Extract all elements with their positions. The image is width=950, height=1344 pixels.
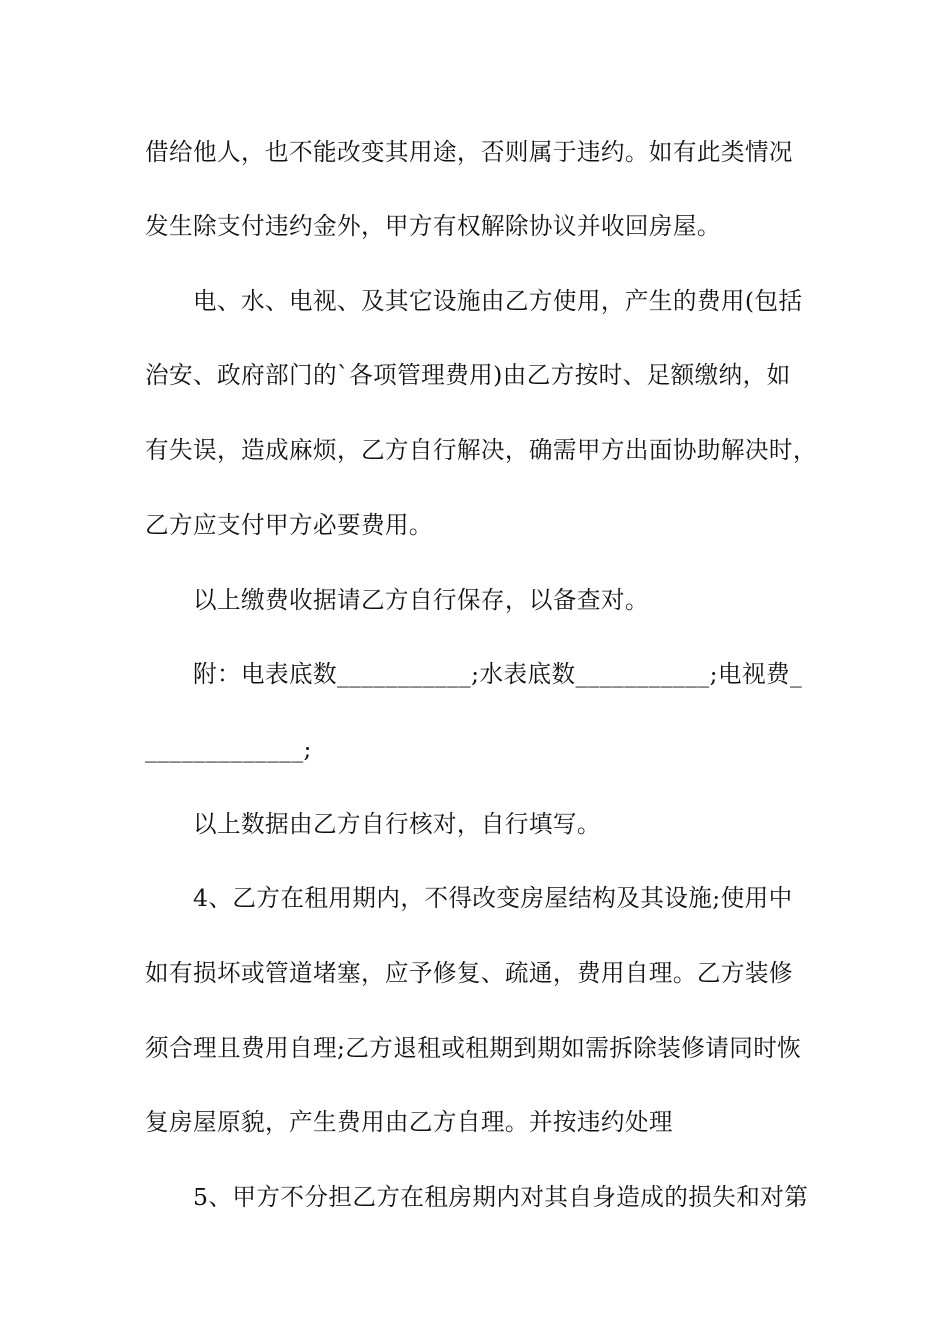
text-line: 乙方应支付甲方必要费用。 (145, 511, 433, 539)
text-line: 治安、政府部门的`各项管理费用)由乙方按时、足额缴纳，如 (145, 361, 791, 389)
paragraph-start-line: 以上数据由乙方自行核对，自行填写。 (193, 810, 601, 838)
text-line: 发生除支付违约金外，甲方有权解除协议并收回房屋。 (145, 212, 721, 240)
text-line: 借给他人，也不能改变其用途，否则属于违约。如有此类情况 (145, 138, 793, 166)
text-line: 有失误，造成麻烦，乙方自行解决，确需甲方出面协助解决时， (145, 436, 817, 464)
meter-readings-continuation: _____________; (145, 735, 312, 763)
text-line: 如有损坏或管道堵塞，应予修复、疏通，费用自理。乙方装修 (145, 959, 793, 987)
clause-4-start: 4、乙方在租用期内，不得改变房屋结构及其设施;使用中 (193, 884, 793, 912)
clause-5-start: 5、甲方不分担乙方在租房期内对其自身造成的损失和对第 (193, 1183, 809, 1211)
text-line: 须合理且费用自理;乙方退租或租期到期如需拆除装修请同时恢 (145, 1034, 802, 1062)
paragraph-start-line: 以上缴费收据请乙方自行保存，以备查对。 (193, 586, 649, 614)
meter-readings-line: 附：电表底数___________;水表底数___________;电视费_ (193, 660, 803, 688)
text-line: 复房屋原貌，产生费用由乙方自理。并按违约处理 (145, 1108, 673, 1136)
paragraph-start-line: 电、水、电视、及其它设施由乙方使用，产生的费用(包括 (193, 287, 803, 315)
